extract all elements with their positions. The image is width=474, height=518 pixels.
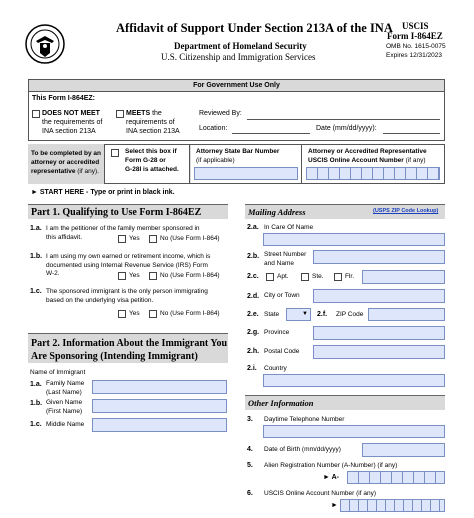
city-input-field[interactable] <box>313 289 445 303</box>
online-account-label: Attorney or Accredited Representative USCIS Online Account Number (if any) <box>308 148 427 164</box>
part2-heading: Part 2. Information About the Immigrant You Are Sponsoring (Intending Immigrant) <box>28 333 228 363</box>
g28-checkbox[interactable] <box>111 149 119 157</box>
postal-code-input[interactable] <box>313 345 445 359</box>
phone-input[interactable] <box>263 425 445 438</box>
immigrant-name-label: Name of Immigrant <box>30 369 86 376</box>
q1c-yes-label: Yes <box>129 310 140 317</box>
unit-input[interactable] <box>362 270 445 284</box>
online-account-input[interactable] <box>306 167 440 180</box>
q1b-no-label: No (Use Form I-864) <box>160 272 220 279</box>
location-line[interactable] <box>232 133 310 134</box>
this-form-label: This Form I-864EZ: <box>32 95 96 102</box>
country-number: 2.i. <box>247 365 257 372</box>
ste-label: Ste. <box>312 273 324 280</box>
middle-name-label: Middle Name <box>46 421 85 428</box>
family-name-label: Family Name (Last Name) <box>46 380 85 396</box>
start-here: ► START HERE - Type or print in black ink. <box>31 189 175 196</box>
given-name-input[interactable] <box>92 399 227 413</box>
unit-number: 2.c. <box>247 273 259 280</box>
department: Department of Homeland Security <box>174 41 307 51</box>
q1c-text: The sponsored immigrant is the only person immigrating based on the underlying visa petition. <box>46 288 208 304</box>
expiration-date: Expires 12/31/2023 <box>386 52 443 59</box>
government-use-title: For Government Use Only <box>28 79 445 92</box>
q1c-no-label: No (Use Form I-864) <box>160 310 220 317</box>
q1b-yes-checkbox[interactable] <box>118 272 126 280</box>
other-info-heading: Other Information <box>245 395 445 410</box>
a-number-prefix: ► A- <box>323 474 339 481</box>
given-name-number: 1.b. <box>30 400 43 407</box>
q1a-yes-checkbox[interactable] <box>118 235 126 243</box>
family-name-input[interactable] <box>92 380 227 394</box>
phone-label: Daytime Telephone Number <box>264 416 345 423</box>
q1b-number: 1.b. <box>30 253 43 260</box>
dob-input[interactable] <box>362 443 445 457</box>
date-label: Date (mm/dd/yyyy): <box>316 125 377 132</box>
state-number: 2.e. <box>247 311 259 318</box>
family-name-number: 1.a. <box>30 381 42 388</box>
state-select[interactable] <box>286 308 311 321</box>
country-input[interactable] <box>263 374 445 387</box>
care-of-number: 2.a. <box>247 224 259 231</box>
org-name: USCIS <box>402 21 429 31</box>
street-label: Street Number and Name <box>264 251 307 267</box>
chevron-down-icon: ▼ <box>302 311 308 317</box>
meets-label: MEETS the requirements of INA section 213A <box>126 110 180 135</box>
q1c-number: 1.c. <box>30 288 42 295</box>
does-not-meet-checkbox[interactable] <box>32 110 40 118</box>
arrow-right-icon: ► <box>31 189 38 196</box>
postal-code-number: 2.h. <box>247 348 260 355</box>
g28-label: Select this box if Form G-28 or G-28I is attached. <box>125 148 179 173</box>
province-number: 2.g. <box>247 329 260 336</box>
dob-label: Date of Birth (mm/dd/yyyy) <box>264 446 341 453</box>
flr-checkbox[interactable] <box>334 273 342 281</box>
uscis-account-num: 6. <box>247 490 253 497</box>
apt-checkbox[interactable] <box>266 273 274 281</box>
arrow-right-icon: ► <box>331 502 338 509</box>
city-label: City or Town <box>264 292 300 299</box>
bar-number-label: Attorney State Bar Number (if applicable) <box>196 148 280 164</box>
form-title: Affidavit of Support Under Section 213A of the INA <box>116 21 393 35</box>
zip-lookup-link[interactable]: (USPS ZIP Code Lookup) <box>373 208 439 214</box>
part1-heading: Part 1. Qualifying to Use Form I-864EZ <box>28 204 228 219</box>
zip-input[interactable] <box>368 308 445 321</box>
middle-name-number: 1.c. <box>30 421 42 428</box>
q1a-yes-label: Yes <box>129 235 140 242</box>
q1a-number: 1.a. <box>30 225 42 232</box>
reviewed-by-line[interactable] <box>247 119 440 120</box>
attorney-note: To be completed by an attorney or accredited representative (if any). <box>28 144 105 184</box>
street-input[interactable] <box>313 250 445 264</box>
uscis-account-input[interactable] <box>340 499 445 512</box>
phone-number-num: 3. <box>247 416 253 423</box>
dhs-seal <box>25 24 65 64</box>
q1a-no-checkbox[interactable] <box>149 235 157 243</box>
q1b-text: I am using my own earned or retirement income, which is documented using Internal Revenue Service (IRS) Form W-2. <box>46 253 211 277</box>
q1a-no-label: No (Use Form I-864) <box>160 235 220 242</box>
q1c-yes-checkbox[interactable] <box>118 310 126 318</box>
zip-number: 2.f. <box>317 311 328 318</box>
q1b-yes-label: Yes <box>129 272 140 279</box>
province-input[interactable] <box>313 326 445 340</box>
does-not-meet-label: DOES NOT MEET the requirements of INA section 213A <box>42 110 103 135</box>
given-name-label: Given Name (First Name) <box>46 399 83 415</box>
dob-number: 4. <box>247 446 253 453</box>
zip-label: ZIP Code <box>336 311 364 318</box>
flr-label: Flr. <box>345 273 355 280</box>
q1a-text: I am the petitioner of the family member sponsored in this affidavit. <box>46 225 200 241</box>
uscis-account-label: USCIS Online Account Number (if any) <box>264 490 376 497</box>
mailing-address-heading: Mailing Address <box>245 204 445 219</box>
omb-number: OMB No. 1615-0075 <box>386 43 446 50</box>
agency: U.S. Citizenship and Immigration Services <box>161 52 316 62</box>
street-number: 2.b. <box>247 253 260 260</box>
state-label: State <box>264 311 280 318</box>
meets-checkbox[interactable] <box>116 110 124 118</box>
middle-name-input[interactable] <box>92 418 227 432</box>
bar-number-input[interactable] <box>194 167 298 180</box>
care-of-label: In Care Of Name <box>264 224 314 231</box>
form-number: Form I-864EZ <box>387 31 443 41</box>
q1b-no-checkbox[interactable] <box>149 272 157 280</box>
q1c-no-checkbox[interactable] <box>149 310 157 318</box>
country-label: Country <box>264 365 287 372</box>
a-number-label: Alien Registration Number (A-Number) (if any) <box>264 462 398 469</box>
city-number: 2.d. <box>247 293 260 300</box>
date-line[interactable] <box>383 133 440 134</box>
postal-code-label: Postal Code <box>264 348 300 355</box>
reviewed-by-label: Reviewed By: <box>199 110 242 117</box>
location-label: Location: <box>199 125 228 132</box>
apt-label: Apt. <box>277 273 289 280</box>
a-number-num: 5. <box>247 462 253 469</box>
care-of-input[interactable] <box>263 233 445 246</box>
ste-checkbox[interactable] <box>301 273 309 281</box>
a-number-input[interactable] <box>347 471 445 484</box>
province-label: Province <box>264 329 290 336</box>
